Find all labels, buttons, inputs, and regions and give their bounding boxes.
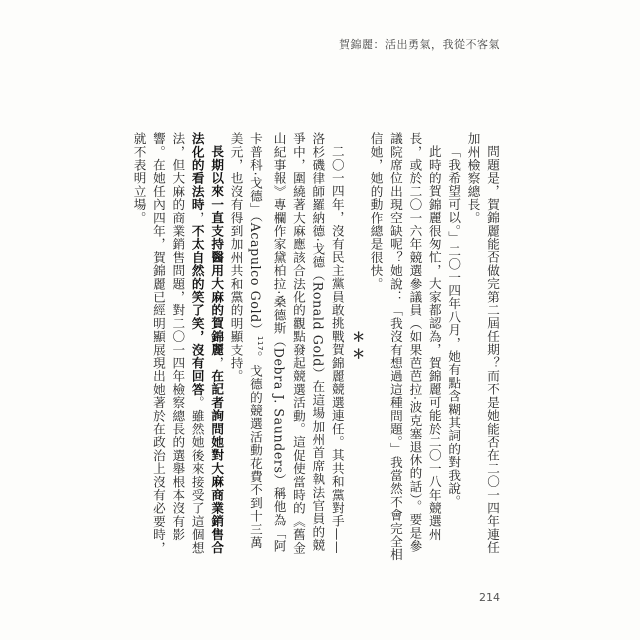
paragraph-1: 問題是，賀錦麗能否做完第二屆任期？而不是她能否在二〇一四年連任加州檢察總長。 bbox=[465, 132, 500, 554]
paragraph-4 bbox=[226, 132, 347, 562]
bold-span-b: 在記者詢問她對大麻商業銷售合法化的看法時 bbox=[189, 132, 225, 554]
paragraph-5-rest: 雖然她後來接受了這個想法，但大麻的商業銷售問題，對二〇一四年檢察總長的選舉根本沒有影響。在她任內四年，賀錦麗已經明顯展現出她著於在政治上沒有必要時，就不表明立場。 bbox=[131, 132, 205, 555]
vertical-body-text bbox=[124, 132, 502, 562]
footnote-marker[interactable]: 117 bbox=[256, 335, 265, 352]
paragraph-3: 此時的賀錦麗很匆忙，大家都認為，賀錦麗可能於二〇一八年競選州長，或於二〇一六年競選參議員（如果芭芭拉‧波克塞退休的話）。要是參議院席位出現空缺呢？她說：「我沒有想過這種問題。」我當然不會完全相信她，她的動作總是很快。 bbox=[368, 132, 442, 562]
paragraph-4-cont: 。戈德的競選活動花費不到十三萬美元，也沒有得到加州共和黨的明顯支持。 bbox=[228, 132, 263, 550]
bold-span-a: 長期以來一直支持醫用大麻的賀錦麗 bbox=[209, 144, 225, 356]
running-header: 賀錦麗：活出勇氣，我從不客氣 bbox=[339, 38, 500, 51]
paragraph-4-text: 二〇一四年，沒有民主黨員敢挑戰賀錦麗競選連任。其共和黨對手——洛杉磯律師羅納德‧戈德（Ronald Gold）在這場加州首席執法官員的競爭中，圍繞著大麻應該合法化的觀點發起競選活動。這促使當時的《舊金山紀事報》專欄作家黛柏拉‧桑德斯（Debra J. Saunders）稱他為「阿卡普科‧戈德」（Acapulco Gold） bbox=[247, 132, 345, 555]
bold-span-c: 不太自然的笑了笑，沒有回答 bbox=[189, 224, 205, 397]
paragraph-5: 長期以來一直支持醫用大麻的賀錦麗，在記者詢問她對大麻商業銷售合法化的看法時，不太自然的笑了笑，沒有回答。雖然她後來接受了這個想法，但大麻的商業銷售問題，對二〇一四年檢察總長的選舉根本沒有影響。在她任內四年，賀錦麗已經明顯展現出她著於在政治上沒有必要時，就不表明立場。 bbox=[131, 132, 225, 555]
paragraph-2: 「我希望可以。」二〇一四年八月，她有點含糊其詞的對我說。 bbox=[446, 144, 462, 508]
page-number: 214 bbox=[479, 591, 500, 604]
section-break-stars: ＊＊ bbox=[349, 330, 365, 364]
